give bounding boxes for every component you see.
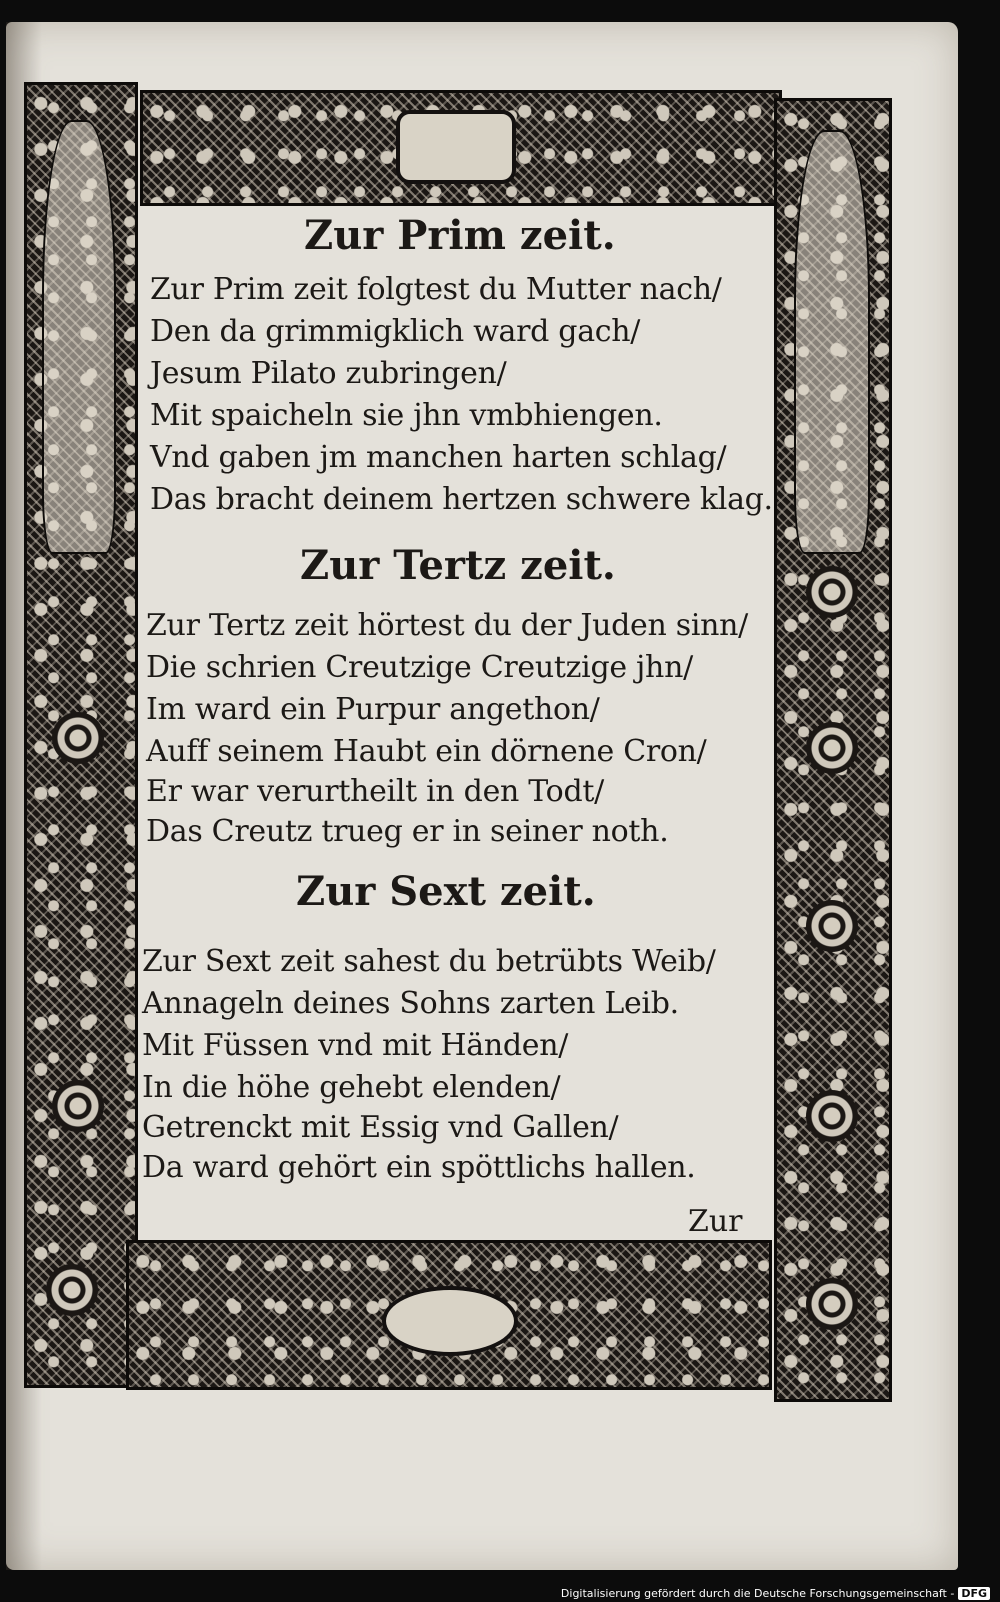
verse-line: Zur Prim zeit folgtest du Mutter nach/ xyxy=(150,272,722,307)
rosette-ornament xyxy=(52,712,104,764)
border-medallion-bottom xyxy=(382,1286,518,1356)
rosette-ornament xyxy=(52,1080,104,1132)
verse-line: In die höhe gehebt elenden/ xyxy=(142,1070,561,1105)
rosette-ornament xyxy=(806,722,858,774)
section-heading-sext: Zur Sext zeit. xyxy=(296,868,596,915)
verse-line: Er war verurtheilt in den Todt/ xyxy=(146,774,604,809)
verse-line: Das Creutz trueg er in seiner noth. xyxy=(146,814,669,849)
verse-line: Den da grimmigklich ward gach/ xyxy=(150,314,641,349)
rosette-ornament xyxy=(806,1278,858,1330)
verse-line: Jesum Pilato zubringen/ xyxy=(150,356,507,391)
saint-figure xyxy=(794,130,870,554)
catchword: Zur xyxy=(688,1204,743,1239)
verse-line: Vnd gaben jm manchen harten schlag/ xyxy=(150,440,727,475)
verse-line: Zur Sext zeit sahest du betrübts Weib/ xyxy=(142,944,716,979)
rosette-ornament xyxy=(46,1264,98,1316)
verse-line: Zur Tertz zeit hörtest du der Juden sinn/ xyxy=(146,608,748,643)
digitization-credit xyxy=(561,1587,990,1600)
verse-line: Das bracht deinem hertzen schwere klag. xyxy=(150,482,773,517)
border-medallion-top xyxy=(396,110,516,184)
verse-line: Getrenckt mit Essig vnd Gallen/ xyxy=(142,1110,619,1145)
section-heading-tertz: Zur Tertz zeit. xyxy=(300,542,616,589)
rosette-ornament xyxy=(806,900,858,952)
dfg-logo: DFG xyxy=(958,1587,990,1600)
verse-line: Auff seinem Haubt ein dörnene Cron/ xyxy=(146,734,707,769)
madonna-figure xyxy=(42,120,116,554)
verse-line: Die schrien Creutzige Creutzige jhn/ xyxy=(146,650,693,685)
credit-text: Digitalisierung gefördert durch die Deutsche Forschungsgemeinschaft - xyxy=(560,1587,955,1600)
section-heading-prim: Zur Prim zeit. xyxy=(304,212,616,259)
verse-line: Im ward ein Purpur angethon/ xyxy=(146,692,600,727)
rosette-ornament xyxy=(806,1090,858,1142)
verse-line: Annageln deines Sohns zarten Leib. xyxy=(142,986,679,1021)
verse-line: Da ward gehört ein spöttlichs hallen. xyxy=(142,1150,696,1185)
rosette-ornament xyxy=(806,566,858,618)
verse-line: Mit spaicheln sie jhn vmbhiengen. xyxy=(150,398,663,433)
verse-line: Mit Füssen vnd mit Händen/ xyxy=(142,1028,569,1063)
